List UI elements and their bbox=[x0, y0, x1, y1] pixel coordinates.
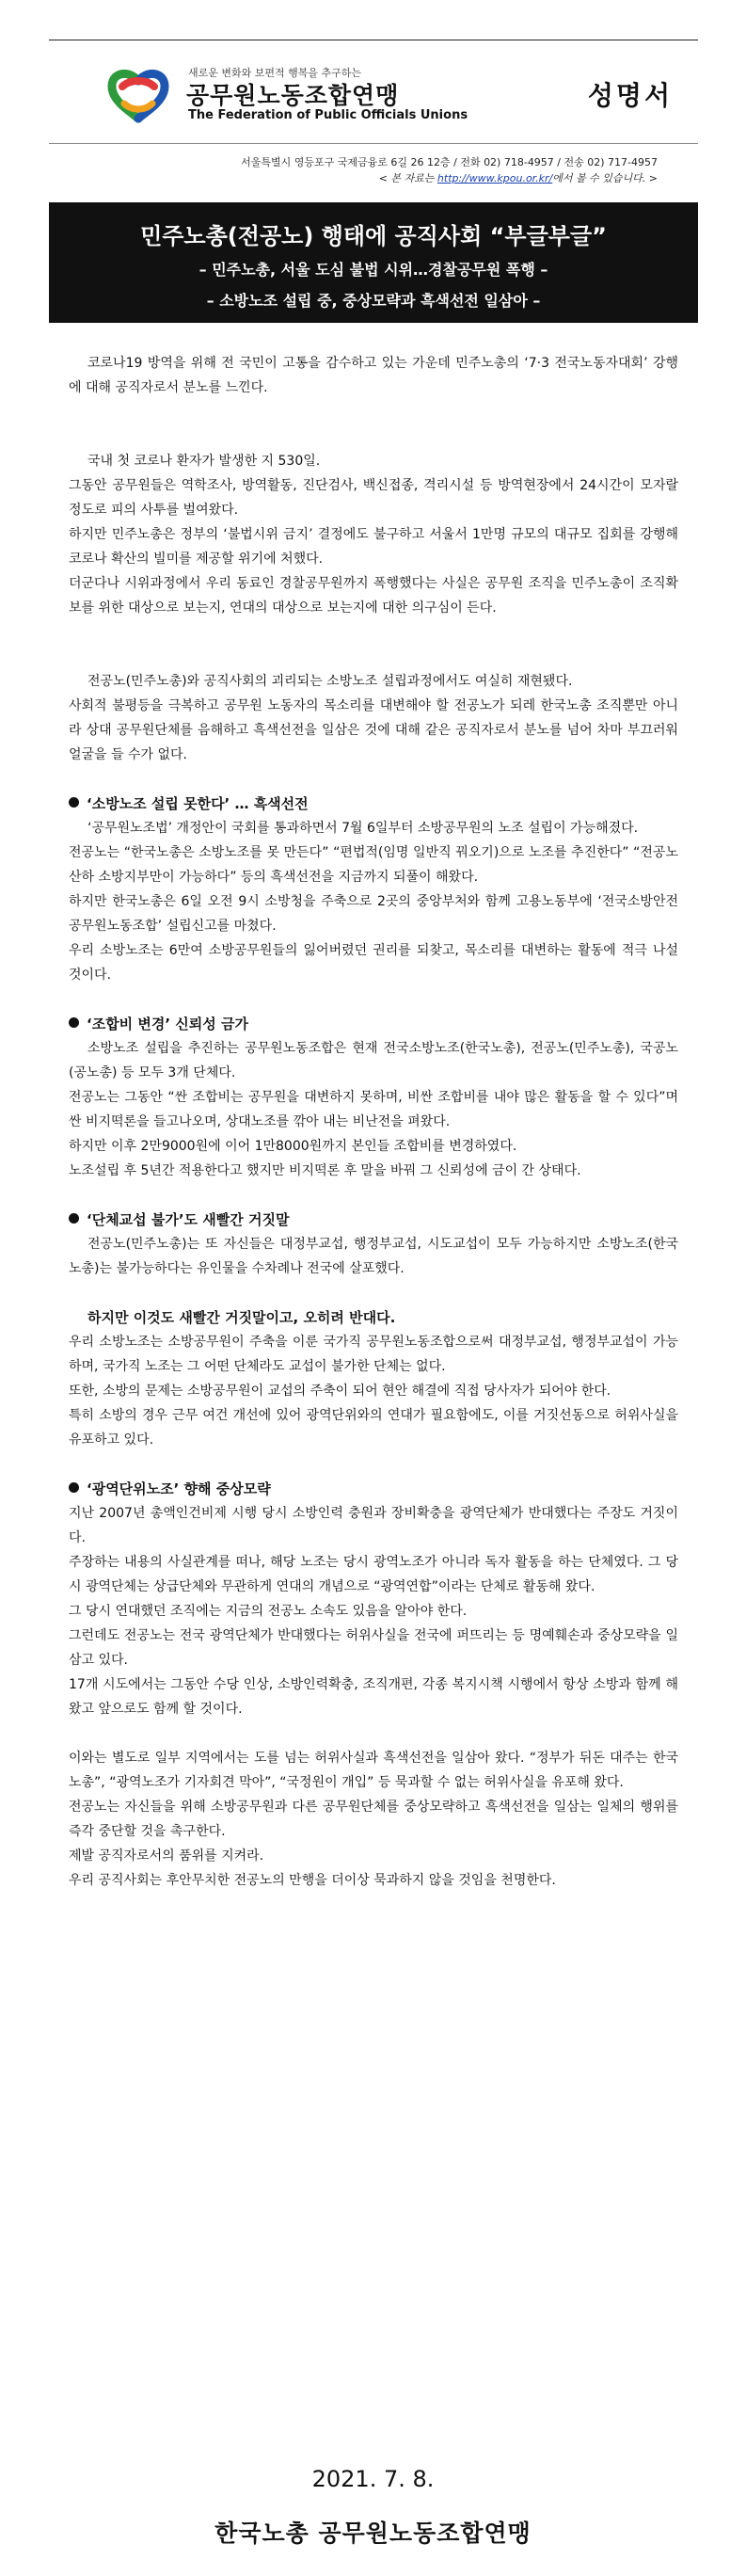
section-heading-text: ‘광역단위노조’ 향해 중상모략 bbox=[87, 1480, 271, 1497]
para3-line: 사회적 불평등을 극복하고 공무원 노동자의 목소리를 대변해야 할 전공노가 되레 한국노총 조직뿐만 아니라 상대 공무원단체를 음해하고 흑색선전을 일삼은 것에 대해 같은 공직자로서 분노를 넘어 차마 부끄러워 얼굴을 들 수가 없다. bbox=[69, 698, 678, 762]
bullet-icon bbox=[69, 1017, 79, 1028]
org-name-kr: 공무원노동조합연맹 bbox=[186, 82, 400, 109]
statement-body bbox=[69, 351, 678, 1893]
headline-subtitle-1: – 민주노총, 서울 도심 불법 시위…경찰공무원 폭행 – bbox=[198, 261, 548, 279]
section-line: 우리 소방노조는 6만여 소방공무원들의 잃어버렸던 권리를 되찾고, 목소리를 대변하는 활동에 적극 나설 것이다. bbox=[69, 943, 678, 983]
web-note bbox=[379, 170, 658, 185]
section-heading bbox=[69, 1208, 678, 1232]
para2-line: 국내 첫 코로나 환자가 발생한 지 530일. bbox=[87, 454, 321, 469]
closing-line: 이와는 별도로 일부 지역에서는 도를 넘는 허위사실과 흑색선전을 일삼아 왔다. “정부가 뒤돈 대주는 한국노총”, “광역노조가 기자회견 막아”, “국정원이 개입” 등 묵과할 수 없는 허위사실을 유포해 왔다. bbox=[69, 1751, 678, 1790]
web-link[interactable]: http://www.kpou.or.kr/ bbox=[436, 172, 553, 184]
section-line: 전공노(민주노총)는 또 자신들은 대정부교섭, 행정부교섭, 시도교섭이 모두 가능하지만 소방노조(한국노총)는 불가능하다는 유인물을 수차례나 전국에 살포했다. bbox=[69, 1237, 678, 1276]
section-heading bbox=[69, 1012, 678, 1036]
section-line: ‘공무원노조법’ 개정안이 국회를 통과하면서 7월 6일부터 소방공무원의 노조 설립이 가능해졌다. bbox=[87, 821, 639, 836]
section-line: 하지만 한국노총은 6일 오전 9시 소방청을 주축으로 2곳의 중앙부처와 함께 고용노동부에 ‘전국소방안전공무원노동조합’ 설립신고를 마쳤다. bbox=[69, 894, 678, 934]
closing-line: 우리 공직사회는 후안무치한 전공노의 만행을 더이상 묵과하지 않을 것임을 천명한다. bbox=[69, 1873, 556, 1888]
contact-address: 서울특별시 영등포구 국제금융로 6길 26 12층 / 전화 02) 718-4957 / 전송 02) 717-4957 bbox=[241, 156, 658, 168]
bullet-icon bbox=[69, 797, 79, 808]
bullet-icon bbox=[69, 1482, 79, 1493]
section-line: 노조설립 후 5년간 적용한다고 했지만 비지떡론 후 말을 바꿔 그 신뢰성에 금이 간 상태다. bbox=[69, 1163, 581, 1178]
section-line: 전공노는 “한국노총은 소방노조를 못 만든다” “편법적(임명 일반직 꿔오기)으로 노조를 추진한다” “전공노 산하 소방지부만이 가능하다” 등의 흑색선전을 지금까지 되풀이 해왔다. bbox=[69, 845, 678, 885]
bullet-icon bbox=[69, 1213, 79, 1224]
section-line: 지난 2007년 총액인건비제 시행 당시 소방인력 충원과 장비확충을 광역단체가 반대했다는 주장도 거짓이다. bbox=[69, 1506, 678, 1545]
section-line: 그 당시 연대했던 조직에는 지금의 전공노 소속도 있음을 알아야 한다. bbox=[69, 1604, 468, 1619]
section-line: 주장하는 내용의 사실관계를 떠나, 해당 노조는 당시 광역노조가 아니라 독자 활동을 하는 단체였다. 그 당시 광역단체는 상급단체와 무관하게 연대의 개념으로 “광역연합”이라는 단체로 활동해 왔다. bbox=[69, 1555, 678, 1594]
section-line: 17개 시도에서는 그동안 수당 인상, 소방인력확충, 조직개편, 각종 복지시책 시행에서 항상 소방과 함께 해왔고 앞으로도 함께 할 것이다. bbox=[69, 1677, 678, 1717]
section-heading-text: ‘단체교섭 불가’도 새빨간 거짓말 bbox=[87, 1211, 290, 1228]
section-line: 또한, 소방의 문제는 소방공무원이 교섭의 주축이 되어 현안 해결에 직접 당사자가 되어야 한다. bbox=[69, 1384, 611, 1399]
section-heading-text: ‘소방노조 설립 못한다’ … 흑색선전 bbox=[87, 795, 309, 812]
section-line: 하지만 이후 2만9000원에 이어 1만8000원까지 본인들 조합비를 변경하였다. bbox=[69, 1139, 517, 1154]
closing-line: 제발 공직자로서의 품위를 지켜라. bbox=[69, 1848, 264, 1864]
statement-signature: 한국노총 공무원노동조합연맹 bbox=[214, 2520, 532, 2547]
doc-type-title: 성명서 bbox=[587, 80, 673, 111]
section-heading bbox=[69, 1477, 678, 1501]
section-line: 소방노조 설립을 추진하는 공무원노동조합은 현재 전국소방노조(한국노총), 전공노(민주노총), 국공노(공노총) 등 모두 3개 단체다. bbox=[69, 1041, 678, 1080]
header-rule bbox=[49, 143, 698, 144]
statement-date: 2021. 7. 8. bbox=[311, 2466, 435, 2492]
section-line: 그런데도 전공노는 전국 광역단체가 반대했다는 허위사실을 전국에 퍼뜨리는 등 명예훼손과 중상모략을 일삼고 있다. bbox=[69, 1628, 678, 1668]
org-tagline: 새로운 변화와 보편적 행복을 추구하는 bbox=[188, 67, 362, 79]
headline-banner bbox=[49, 202, 698, 323]
headline-subtitle-2: – 소방노조 설립 중, 중상모략과 흑색선전 일삼아 – bbox=[206, 292, 541, 310]
section-line: 전공노는 그동안 “싼 조합비는 공무원을 대변하지 못하며, 비싼 조합비를 내야 많은 활동을 할 수 있다”며 싼 비지떡론을 들고나오며, 상대노조를 깎아 내는 비난전을 펴왔다. bbox=[69, 1090, 678, 1129]
union-logo-icon bbox=[102, 66, 175, 124]
web-note-prefix: < 본 자료는 bbox=[378, 172, 437, 184]
para2-line: 더군다나 시위과정에서 우리 동료인 경찰공무원까지 폭행했다는 사실은 공무원 조직을 민주노총이 조직확보를 위한 대상으로 보는지, 연대의 대상으로 보는지에 대한 의구심이 든다. bbox=[69, 576, 678, 616]
intro-paragraph: 코로나19 방역을 위해 전 국민이 고통을 감수하고 있는 가운데 민주노총의 ‘7·3 전국노동자대회’ 강행에 대해 공직자로서 분노를 느낀다. bbox=[69, 356, 678, 395]
org-name-en: The Federation of Public Officials Unions bbox=[188, 108, 468, 122]
para2-line: 그동안 공무원들은 역학조사, 방역활동, 진단검사, 백신접종, 격리시설 등 방역현장에서 24시간이 모자랄 정도로 피의 사투를 벌여왔다. bbox=[69, 478, 678, 518]
section-heading-text: ‘조합비 변경’ 신뢰성 금가 bbox=[87, 1016, 248, 1032]
para2-line: 하지만 민주노총은 정부의 ‘불법시위 금지’ 결정에도 불구하고 서울서 1만명 규모의 대규모 집회를 강행해 코로나 확산의 빌미를 제공할 위기에 처했다. bbox=[69, 527, 678, 567]
section-line: 우리 소방노조는 소방공무원이 주축을 이룬 국가직 공무원노동조합으로써 대정부교섭, 행정부교섭이 가능하며, 국가직 노조는 그 어떤 단체라도 교섭이 불가한 단체는 없다. bbox=[69, 1335, 678, 1374]
closing-line: 전공노는 자신들을 위해 소방공무원과 다른 공무원단체를 중상모략하고 흑색선전을 일삼는 일체의 행위를 즉각 중단할 것을 촉구한다. bbox=[69, 1800, 678, 1839]
web-note-suffix: 에서 볼 수 있습니다. > bbox=[552, 172, 658, 184]
section-line: 특히 소방의 경우 근무 여건 개선에 있어 광역단위와의 연대가 필요함에도, 이를 거짓선동으로 허위사실을 유포하고 있다. bbox=[69, 1408, 678, 1448]
section-heading bbox=[69, 792, 678, 816]
headline-title: 민주노총(전공노) 행태에 공직사회 “부글부글” bbox=[140, 223, 607, 249]
para3-line: 전공노(민주노총)와 공직사회의 괴리되는 소방노조 설립과정에서도 여실히 재현됐다. bbox=[87, 674, 573, 689]
section-emphasis: 하지만 이것도 새빨간 거짓말이고, 오히려 반대다. bbox=[87, 1309, 396, 1326]
